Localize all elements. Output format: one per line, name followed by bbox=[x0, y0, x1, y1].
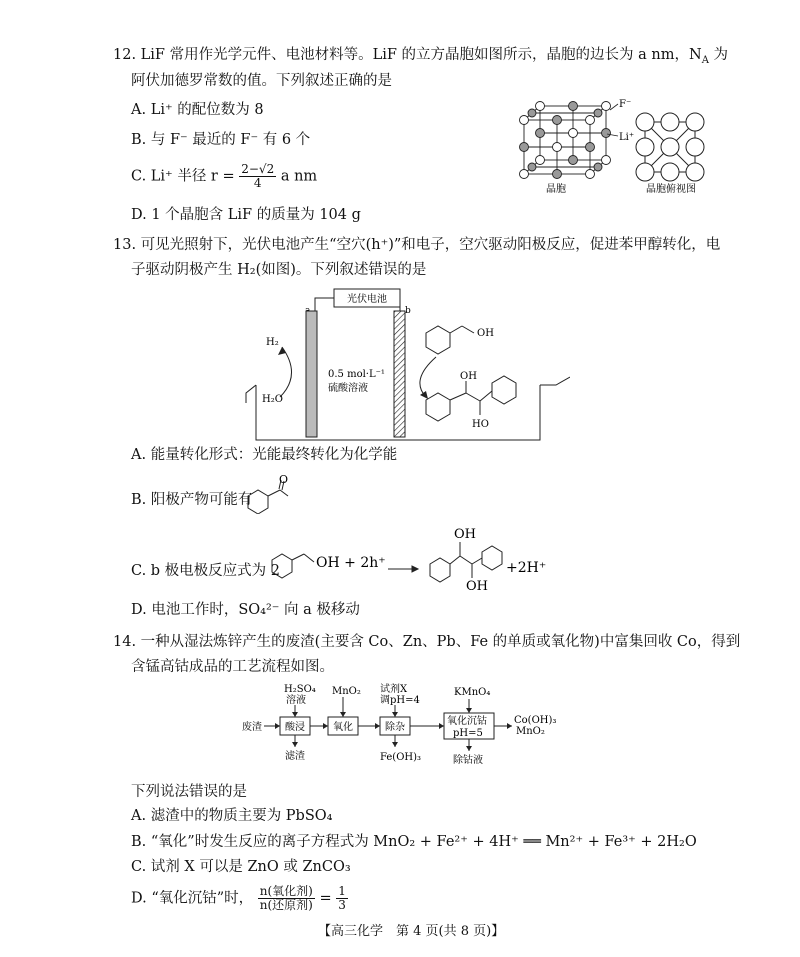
pv-cell-label: 光伏电池 bbox=[347, 294, 387, 305]
q14-process-flowchart bbox=[240, 683, 570, 779]
electrode-b bbox=[394, 311, 405, 437]
unit-cell-lattice bbox=[524, 106, 606, 174]
flow-reagent-solution: 溶液 bbox=[286, 695, 306, 706]
fig-label-cell: 晶胞 bbox=[546, 184, 566, 194]
flow-step3-label: 除杂 bbox=[385, 722, 405, 733]
hydrobenzoin-ho: HO bbox=[472, 419, 489, 430]
q13-electrolysis-figure bbox=[240, 285, 570, 447]
h2o-label: H₂O bbox=[262, 394, 283, 405]
flow-step1-label: 酸浸 bbox=[285, 722, 305, 733]
q13-option-a: A. 能量转化形式：光能最终转化为化学能 bbox=[131, 447, 398, 463]
q13-option-b: B. 阳极产物可能有 bbox=[131, 492, 253, 508]
flow-feed: 废渣 bbox=[242, 722, 262, 733]
flow-adjust-ph4: 调pH=4 bbox=[380, 695, 420, 706]
q13-stem-line1: 13. 可见光照射下，光伏电池产生“空穴(h⁺)”和电子，空穴驱动阳极反应，促进苯甲醇转化，电 bbox=[113, 237, 721, 253]
flow-step2-label: 氧化 bbox=[333, 722, 353, 733]
flow-step4-label: 氧化沉钴 bbox=[447, 716, 487, 727]
q12-option-c-fraction: $\frac{2-√2}{4}$ bbox=[241, 162, 275, 190]
page-footer: 【高三化学 第 4 页(共 8 页)】 bbox=[318, 924, 505, 939]
q14-option-d-value: $\frac{1}{3}$ bbox=[338, 884, 346, 912]
q14-option-b: B. “氧化”时发生反应的离子方程式为 MnO₂ + Fe²⁺ + 4H⁺ ══ Mn²⁺ + Fe³⁺ + 2H₂O bbox=[131, 834, 697, 850]
q14-option-d-fraction: $\frac{\text{n(氧化剂)}}{\text{n(还原剂)}}$ bbox=[259, 884, 313, 912]
flow-reagent-x: 试剂X bbox=[380, 684, 408, 695]
benzaldehyde-structure bbox=[244, 474, 314, 514]
q12-crystal-figure bbox=[510, 98, 710, 194]
q12-option-d: D. 1 个晶胞含 LiF 的质量为 104 g bbox=[131, 207, 361, 223]
q13-stem-line2: 子驱动阴极产生 H₂(如图)。下列叙述错误的是 bbox=[131, 262, 427, 278]
flow-reagent-h2so4: H₂SO₄ bbox=[284, 684, 316, 695]
flow-step4-ph: pH=5 bbox=[453, 728, 483, 739]
legend-li: Li⁺ bbox=[619, 132, 635, 143]
q12-option-c: C. Li⁺ 半径 r = $\frac{2-√2}{4}$ a nm bbox=[131, 162, 318, 190]
flow-reagent-kmno4: KMnO₄ bbox=[454, 687, 491, 698]
option-c-product-h: +2H⁺ bbox=[506, 560, 547, 576]
solution-name: 硫酸溶液 bbox=[328, 383, 368, 394]
q13-option-c-prefix: C. b 极电极反应式为 2 bbox=[131, 563, 281, 579]
benzyl-alcohol-oh: OH bbox=[477, 328, 494, 339]
benzaldehyde-o: O bbox=[279, 474, 289, 486]
hydrobenzoin-oh: OH bbox=[460, 371, 477, 382]
q13-option-c-equation bbox=[268, 520, 568, 600]
q12-option-b: B. 与 F⁻ 最近的 F⁻ 有 6 个 bbox=[131, 132, 311, 148]
q14-stem-line2: 含锰高钴成品的工艺流程如图。 bbox=[131, 659, 334, 675]
q12-option-a: A. Li⁺ 的配位数为 8 bbox=[131, 102, 264, 118]
q12-stem-line2: 阿伏加德罗常数的值。下列叙述正确的是 bbox=[131, 73, 392, 89]
flow-product-cooh3: Co(OH)₃ bbox=[514, 715, 557, 726]
benzyl-alcohol-structure bbox=[426, 326, 474, 354]
flow-waste-cobalt-free-liquid: 除钴液 bbox=[453, 755, 483, 766]
option-c-product-oh-bottom: OH bbox=[466, 579, 488, 594]
q14-subprompt: 下列说法错误的是 bbox=[131, 784, 247, 800]
fig-label-top-view: 晶胞俯视图 bbox=[646, 184, 696, 194]
flow-waste-feoh3: Fe(OH)₃ bbox=[380, 752, 422, 763]
q14-option-c: C. 试剂 X 可以是 ZnO 或 ZnCO₃ bbox=[131, 859, 351, 875]
hydrobenzoin-structure bbox=[426, 376, 516, 421]
option-c-reactant-text: OH + 2h⁺ bbox=[316, 555, 386, 571]
electrode-b-label: b bbox=[405, 306, 411, 316]
top-view-diagram bbox=[636, 113, 704, 181]
h2-label: H₂ bbox=[266, 337, 279, 348]
q12-stem-line1: 12. LiF 常用作光学元件、电池材料等。LiF 的立方晶胞如图所示，晶胞的边长为 a nm，$N_A$ 为 bbox=[113, 47, 729, 66]
electrode-a bbox=[306, 311, 317, 437]
q13-option-d: D. 电池工作时，SO₄²⁻ 向 a 极移动 bbox=[131, 602, 360, 618]
q14-option-d: D. “氧化沉钴”时， $\frac{\text{n(氧化剂)}}{\text{n(还原剂)}}$ = $\frac{1}{3}$ bbox=[131, 884, 346, 912]
q14-option-a: A. 滤渣中的物质主要为 PbSO₄ bbox=[131, 808, 333, 824]
option-c-product-oh-top: OH bbox=[454, 527, 476, 542]
legend-f: F⁻ bbox=[619, 99, 632, 110]
solution-concentration: 0.5 mol·L⁻¹ bbox=[328, 369, 385, 380]
flow-waste-residue: 滤渣 bbox=[285, 751, 305, 762]
q14-stem-line1: 14. 一种从湿法炼锌产生的废渣(主要含 Co、Zn、Pb、Fe 的单质或氧化物)中富集回收 Co，得到 bbox=[113, 634, 741, 650]
flow-reagent-mno2: MnO₂ bbox=[332, 686, 361, 697]
flow-product-mno2: MnO₂ bbox=[516, 726, 545, 737]
